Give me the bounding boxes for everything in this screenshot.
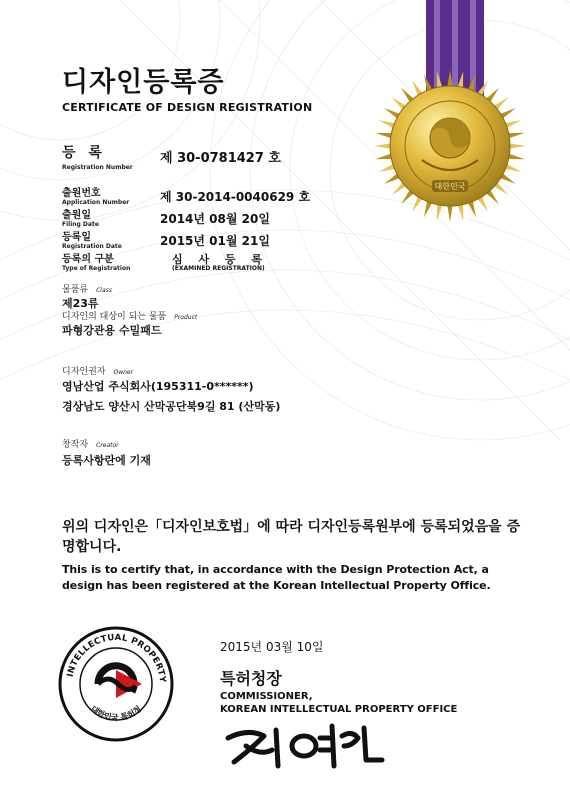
product-label: 디자인의 대상이 되는 물품 Product — [62, 312, 198, 322]
application-label: 출원번호 Application Number — [62, 188, 130, 206]
seal-text-top: INTELLECTUAL PROPERTY — [65, 632, 168, 684]
medal-ray — [447, 204, 453, 222]
registration-date-label: 등록일 Registration Date — [62, 232, 122, 250]
owner-address: 경상남도 양산시 산막공단북9길 81 (산막동) — [62, 400, 281, 413]
page-title: 디자인등록증 — [62, 67, 225, 98]
signature — [220, 716, 390, 778]
gold-medal-emblem — [372, 68, 528, 224]
commissioner-title-en: COMMISSIONER, KOREAN INTELLECTUAL PROPERTY OFFICE — [220, 691, 458, 715]
registration-number: 제 30-0781427 호 — [160, 151, 281, 166]
owner-label: 디자인권자 Owner — [62, 367, 134, 377]
medal-ray — [508, 143, 526, 149]
certification-text-ko: 위의 디자인은「디자인보호법」에 따라 디자인등록원부에 등록되었음을 증명합니다. — [62, 519, 521, 555]
issue-date: 2015년 03월 10일 — [220, 640, 324, 654]
kipo-seal — [58, 626, 174, 742]
creator-value: 등록사항란에 기재 — [62, 454, 151, 467]
registration-type: 심 사 등 록 (EXAMINED REGISTRATION) — [172, 253, 268, 272]
application-number: 제 30-2014-0040629 호 — [160, 190, 311, 204]
creator-label: 창작자 Creator — [62, 440, 119, 450]
medal-ray — [447, 70, 453, 88]
commissioner-title-ko: 특허청장 — [220, 669, 282, 688]
medal-label: 대한민국 — [434, 182, 466, 191]
registration-label: 등 록 Registration Number — [62, 145, 133, 171]
filing-date-label: 출원일 Filing Date — [62, 210, 99, 228]
class-value: 제23류 — [62, 297, 99, 310]
medal-ray — [374, 143, 392, 149]
registration-type-label: 등록의 구분 Type of Registration — [62, 254, 131, 272]
filing-date: 2014년 08월 20일 — [160, 212, 270, 226]
owner-name: 영남산업 주식회사(195311-0******) — [62, 380, 254, 393]
class-label: 물품류 Class — [62, 285, 112, 295]
seal-text-bottom: 대한민국 특허청 — [88, 704, 144, 723]
page-subtitle: CERTIFICATE OF DESIGN REGISTRATION — [62, 101, 313, 114]
certification-text-en: This is to certify that, in accordance with the Design Protection Act, a design has been registered at the Korean Intellectual Property Office. — [62, 563, 491, 592]
product-value: 파형강관용 수밀패드 — [62, 324, 162, 337]
registration-date: 2015년 01월 21일 — [160, 234, 270, 248]
